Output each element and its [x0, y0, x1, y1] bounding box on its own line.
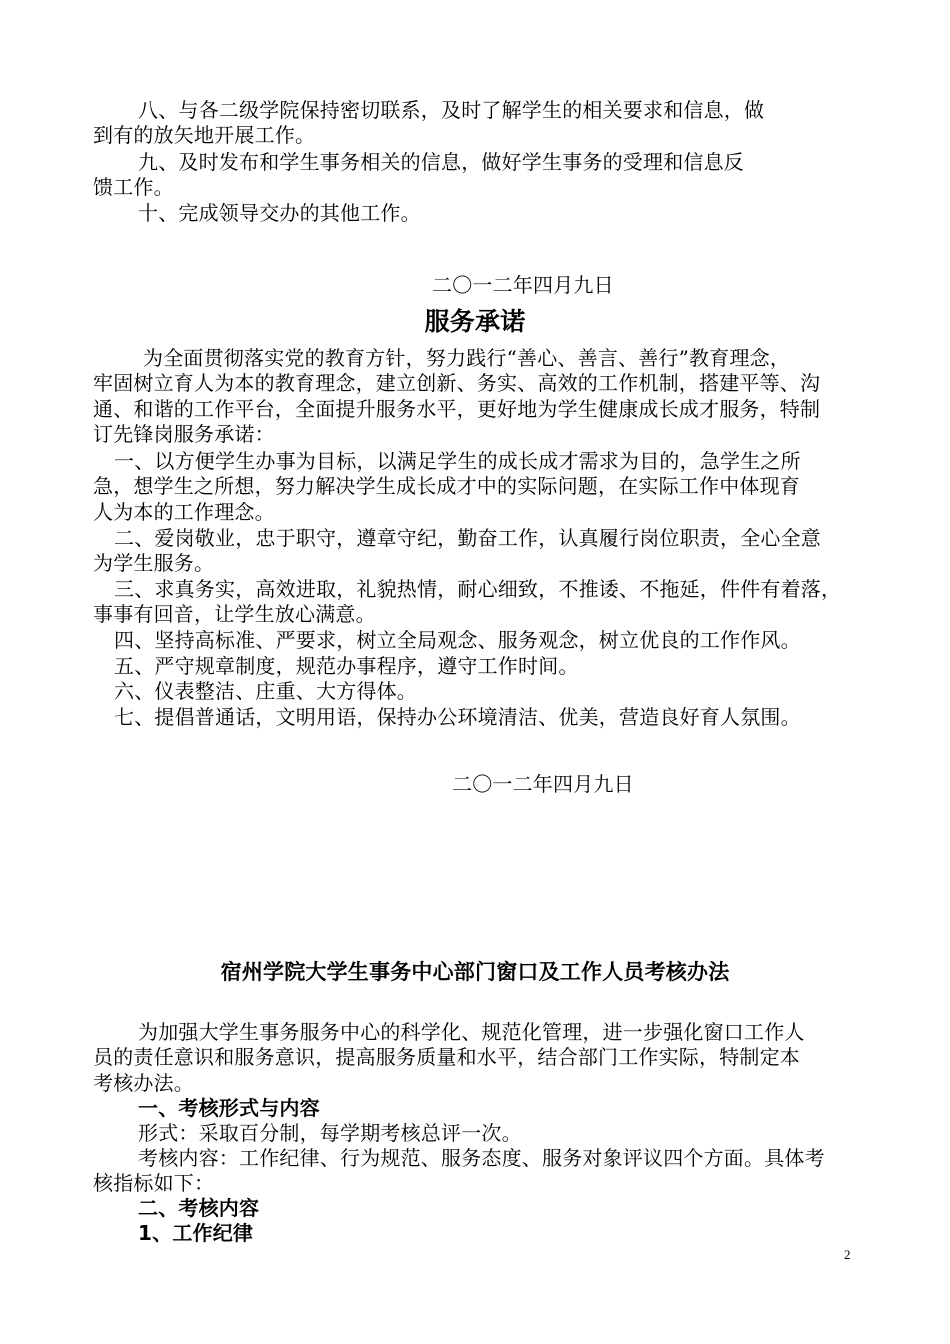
text-line: 考核内容：工作纪律、行为规范、服务态度、服务对象评议四个方面。具体考 [138, 1146, 825, 1170]
text-line: 为学生服务。 [93, 551, 215, 575]
text-line: 形式：采取百分制，每学期考核总评一次。 [138, 1121, 522, 1145]
text-line: 十、完成领导交办的其他工作。 [138, 201, 421, 225]
text-line: 八、与各二级学院保持密切联系，及时了解学生的相关要求和信息，做 [138, 98, 765, 122]
text-line: 急，想学生之所想，努力解决学生成长成才中的实际问题，在实际工作中体现育 [93, 474, 800, 498]
text-line: 订先锋岗服务承诺： [93, 422, 275, 446]
text-line: 员的责任意识和服务意识，提高服务质量和水平，结合部门工作实际，特制定本 [93, 1045, 800, 1069]
subsection-heading: 1、工作纪律 [138, 1221, 254, 1245]
date-line: 二〇一二年四月九日 [452, 772, 634, 796]
text-line: 人为本的工作理念。 [93, 500, 275, 524]
text-line: 核指标如下： [93, 1171, 215, 1195]
text-line: 六、仪表整洁、庄重、大方得体。 [114, 679, 417, 703]
text-line: 事事有回音，让学生放心满意。 [93, 602, 376, 626]
text-line: 考核办法。 [93, 1071, 194, 1095]
document-title: 宿州学院大学生事务中心部门窗口及工作人员考核办法 [220, 960, 730, 984]
text-line: 二、爱岗敬业，忠于职守，遵章守纪，勤奋工作，认真履行岗位职责，全心全意 [114, 526, 821, 550]
text-line: 牢固树立育人为本的教育理念，建立创新、务实、高效的工作机制，搭建平等、沟 [93, 371, 821, 395]
text-line: 为全面贯彻落实党的教育方针，努力践行“善心、善言、善行”教育理念， [143, 346, 791, 370]
text-line: 通、和谐的工作平台，全面提升服务水平，更好地为学生健康成长成才服务，特制 [93, 397, 821, 421]
text-line: 到有的放矢地开展工作。 [93, 123, 316, 147]
text-line: 三、求真务实，高效进取，礼貌热情，耐心细致，不推诿、不拖延，件件有着落， [114, 577, 842, 601]
date-line: 二〇一二年四月九日 [432, 273, 614, 297]
text-line: 馈工作。 [93, 175, 174, 199]
section-heading: 二、考核内容 [138, 1196, 260, 1220]
text-line: 九、及时发布和学生事务相关的信息，做好学生事务的受理和信息反 [138, 150, 744, 174]
text-line: 四、坚持高标准、严要求，树立全局观念、服务观念，树立优良的工作作风。 [114, 628, 801, 652]
page-number: 2 [844, 1247, 851, 1262]
text-line: 一、以方便学生办事为目标，以满足学生的成长成才需求为目的，急学生之所 [114, 449, 801, 473]
text-line: 五、严守规章制度，规范办事程序，遵守工作时间。 [114, 654, 579, 678]
text-line: 为加强大学生事务服务中心的科学化、规范化管理，进一步强化窗口工作人 [138, 1020, 805, 1044]
text-line: 七、提倡普通话，文明用语，保持办公环境清洁、优美，营造良好育人氛围。 [114, 705, 801, 729]
section-title: 服务承诺 [424, 307, 526, 336]
section-heading: 一、考核形式与内容 [138, 1096, 320, 1120]
